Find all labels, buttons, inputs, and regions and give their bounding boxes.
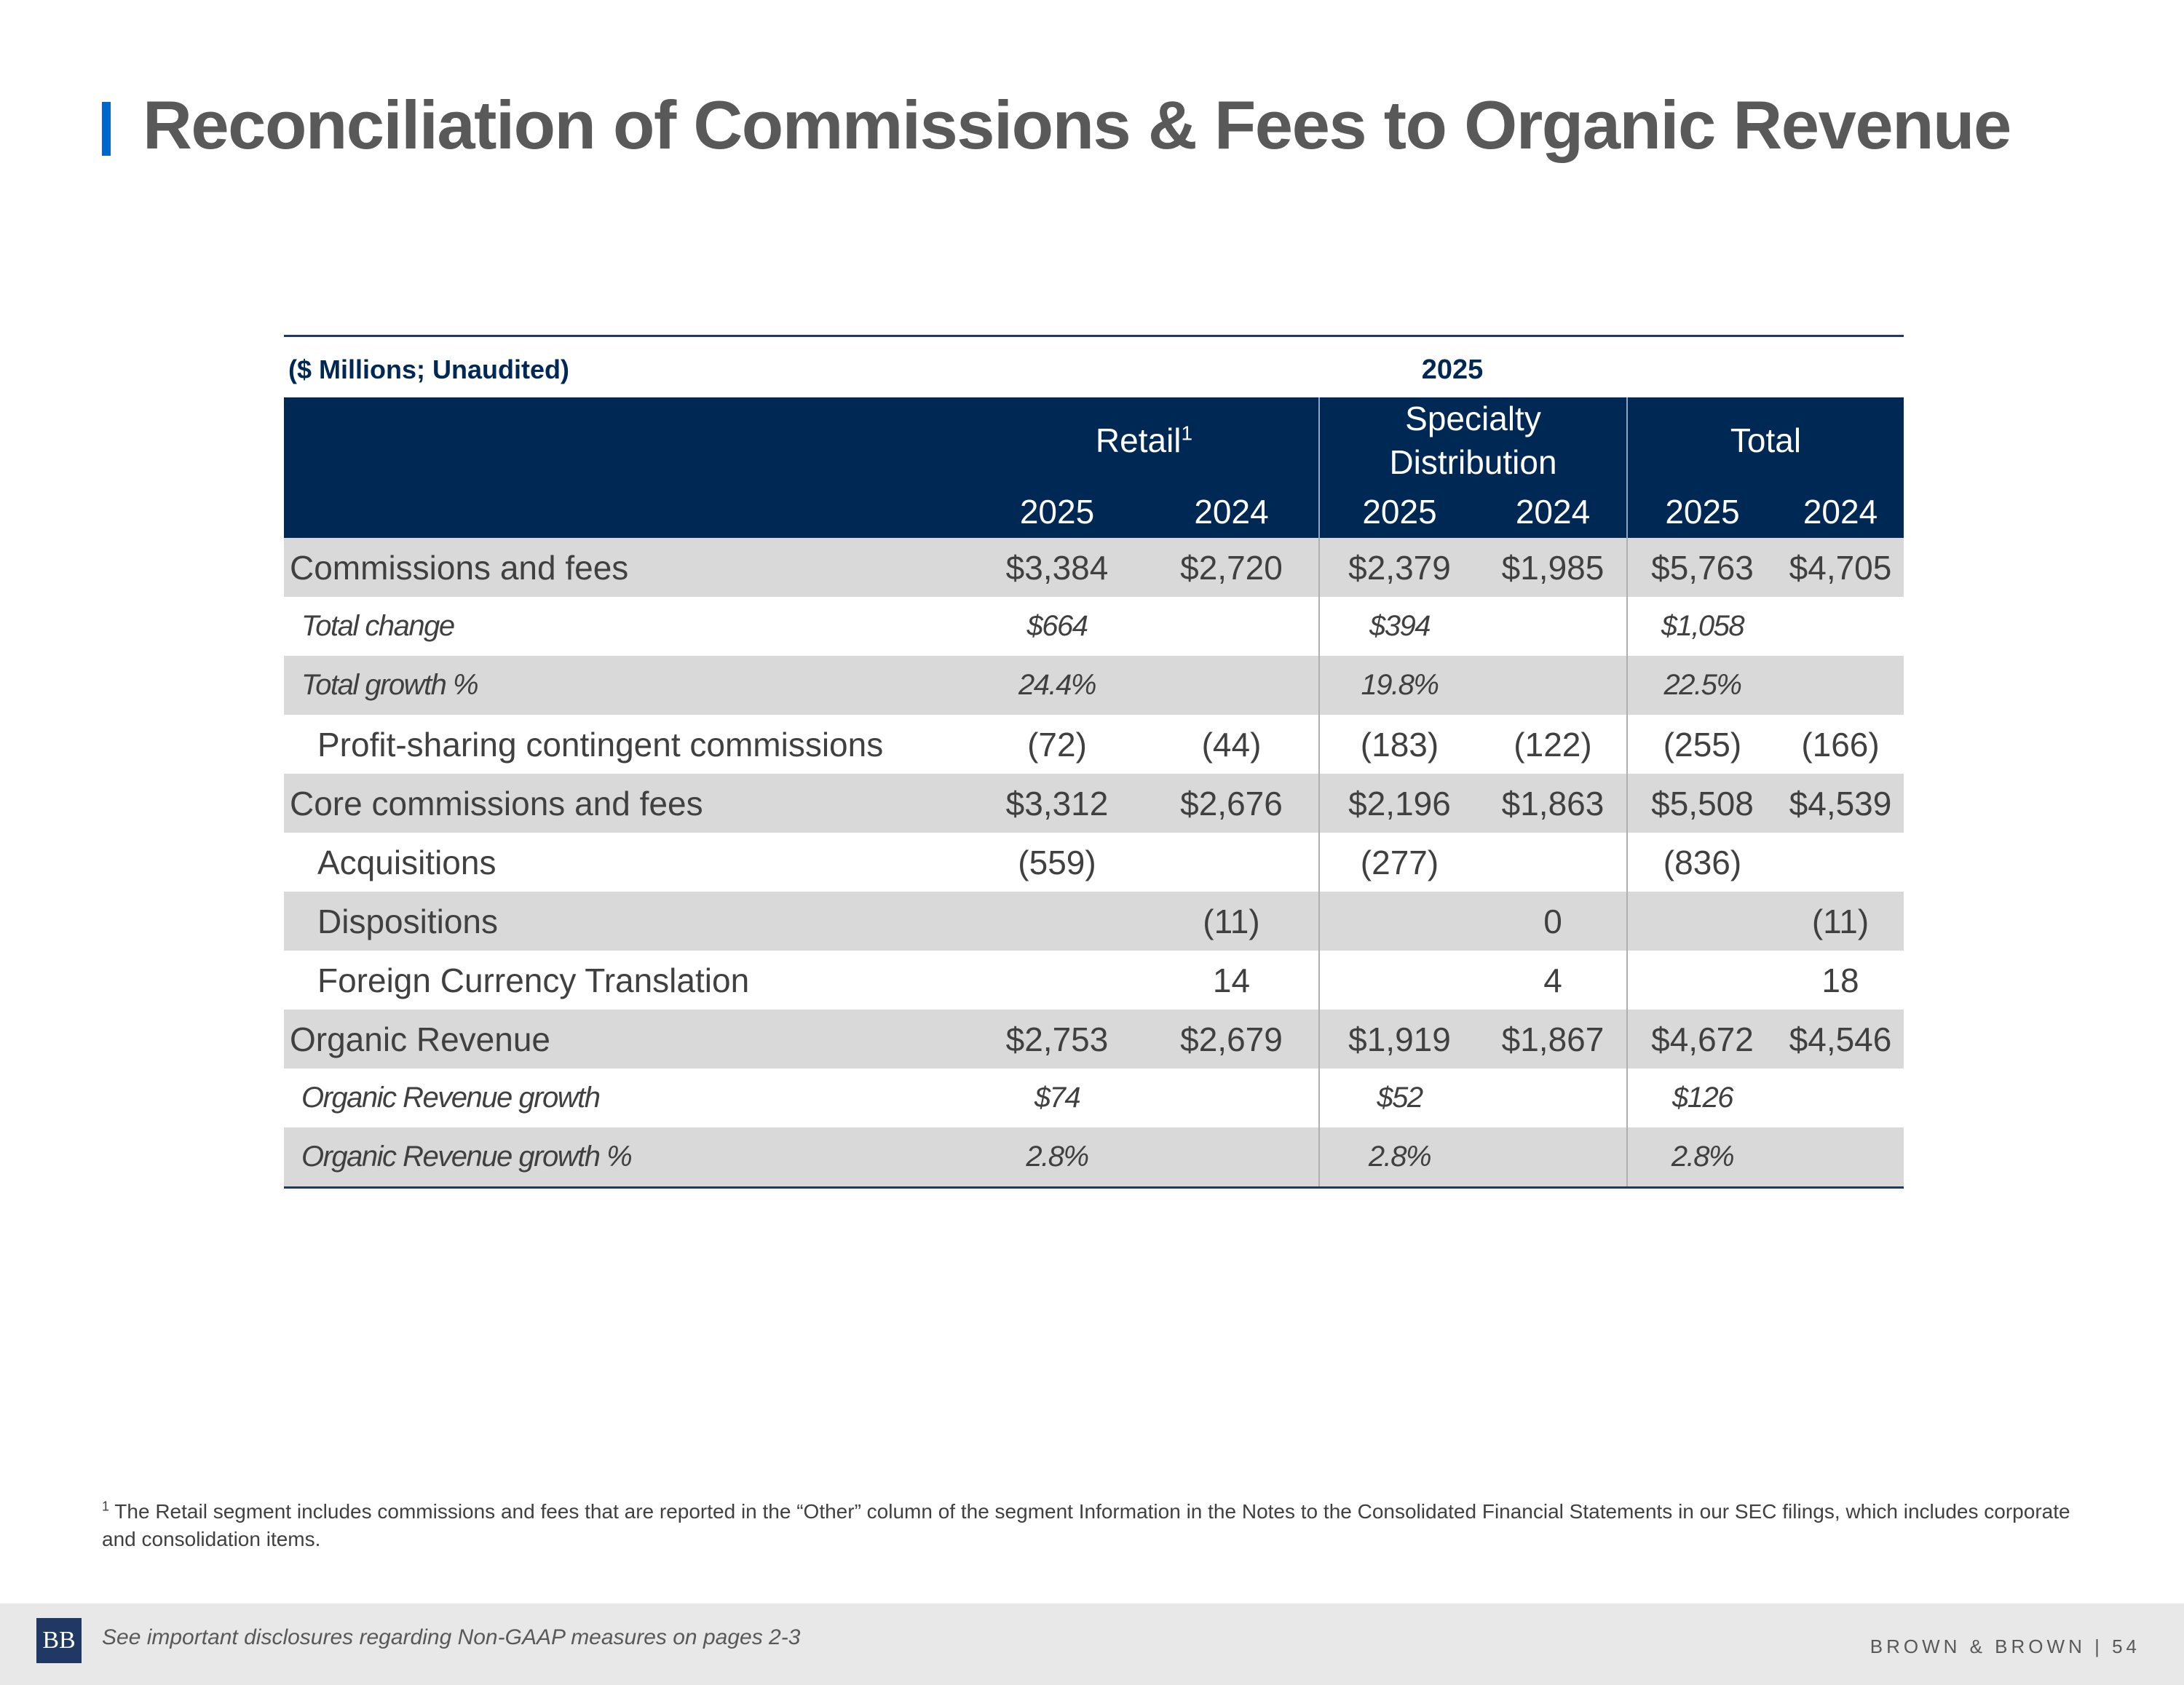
table-row xyxy=(284,1127,1904,1186)
table-row xyxy=(284,656,1904,715)
cell: $3,384 xyxy=(970,538,1144,597)
cell: 24.4% xyxy=(970,656,1144,715)
cell xyxy=(1627,892,1777,951)
cell: 18 xyxy=(1821,961,1859,999)
cell: $664 xyxy=(1026,610,1088,642)
brand-logo: BB xyxy=(36,1618,82,1663)
disclosure-note: See important disclosures regarding Non-GAAP measures on pages 2-3 xyxy=(102,1625,801,1649)
cell xyxy=(1144,656,1319,715)
cell: $3,312 xyxy=(970,774,1144,833)
cell: 19.8% xyxy=(1319,656,1479,715)
page-title: Reconciliation of Commissions & Fees to Organic Revenue xyxy=(143,87,2011,163)
row-label: Foreign Currency Translation xyxy=(317,961,750,999)
cell: $2,196 xyxy=(1319,774,1479,833)
cell: $2,720 xyxy=(1144,538,1319,597)
cell xyxy=(1144,833,1319,892)
group-header-total: Total xyxy=(1627,397,1904,485)
table-row xyxy=(284,833,1904,892)
brand-name: BROWN & BROWN xyxy=(1870,1636,2086,1657)
cell: 4 xyxy=(1543,961,1562,999)
cell xyxy=(1319,892,1479,951)
row-label: Commissions and fees xyxy=(284,538,970,597)
table-row xyxy=(284,1010,1904,1069)
table-row xyxy=(284,715,1904,774)
cell xyxy=(1627,951,1777,1010)
cell xyxy=(1479,656,1627,715)
cell xyxy=(970,951,1144,1010)
footnote xyxy=(102,1498,2082,1553)
cell: $1,863 xyxy=(1479,774,1627,833)
group-header-specialty-distribution: Specialty Distribution xyxy=(1319,397,1627,485)
cell: (183) xyxy=(1319,715,1479,774)
row-label: Organic Revenue growth xyxy=(301,1082,600,1114)
year-header: 2025 xyxy=(1319,485,1479,538)
year-header: 2025 xyxy=(1627,485,1777,538)
table-bottom-rule xyxy=(284,1186,1904,1189)
reconciliation-table xyxy=(284,397,1904,1186)
cell: (44) xyxy=(1201,725,1262,764)
cell xyxy=(1144,597,1319,656)
cell: (11) xyxy=(1144,892,1319,951)
table-row xyxy=(284,774,1904,833)
cell xyxy=(1777,1127,1904,1186)
year-header: 2025 xyxy=(970,485,1144,538)
cell: (559) xyxy=(1018,843,1096,881)
year-label: 2025 xyxy=(1421,354,1484,385)
cell: $2,379 xyxy=(1319,538,1479,597)
row-label: Profit-sharing contingent commissions xyxy=(317,725,884,764)
cell xyxy=(1479,1069,1627,1127)
cell xyxy=(1144,1069,1319,1127)
header-blank xyxy=(284,485,970,538)
cell: $2,753 xyxy=(970,1010,1144,1069)
table-row xyxy=(284,951,1904,1010)
row-label: Dispositions xyxy=(284,892,970,951)
year-header: 2024 xyxy=(1144,485,1319,538)
cell xyxy=(970,892,1144,951)
cell: (277) xyxy=(1319,833,1479,892)
footnote-marker: 1 xyxy=(1181,421,1193,445)
cell: 0 xyxy=(1479,892,1627,951)
cell: $394 xyxy=(1319,597,1479,656)
cell: 14 xyxy=(1212,961,1251,999)
table-row xyxy=(284,1069,1904,1127)
cell: $2,679 xyxy=(1144,1010,1319,1069)
table-row xyxy=(284,538,1904,597)
cell: 2.8% xyxy=(1627,1127,1777,1186)
row-label: Acquisitions xyxy=(317,843,496,881)
page-number: 54 xyxy=(2112,1636,2140,1657)
unit-label: ($ Millions; Unaudited) xyxy=(288,354,569,384)
cell: $1,867 xyxy=(1479,1010,1627,1069)
cell: $4,705 xyxy=(1777,538,1904,597)
cell: $4,672 xyxy=(1627,1010,1777,1069)
cell xyxy=(1144,1127,1319,1186)
cell: 22.5% xyxy=(1627,656,1777,715)
row-label: Organic Revenue growth % xyxy=(284,1127,970,1186)
row-label: Total change xyxy=(301,610,454,642)
cell: (166) xyxy=(1801,725,1880,764)
cell: $5,508 xyxy=(1627,774,1777,833)
cell: (122) xyxy=(1514,725,1592,764)
group-header-row xyxy=(284,397,1904,485)
cell xyxy=(1479,597,1627,656)
cell: (11) xyxy=(1777,892,1904,951)
row-label: Core commissions and fees xyxy=(284,774,970,833)
cell xyxy=(1777,656,1904,715)
cell: $1,919 xyxy=(1319,1010,1479,1069)
row-label: Total growth % xyxy=(284,656,970,715)
cell: $4,539 xyxy=(1777,774,1904,833)
cell: $5,763 xyxy=(1627,538,1777,597)
cell: $1,058 xyxy=(1627,597,1777,656)
cell xyxy=(1319,951,1479,1010)
table-caption-row xyxy=(284,337,1904,397)
cell: $4,546 xyxy=(1777,1010,1904,1069)
footnote-mark: 1 xyxy=(102,1499,110,1514)
group-header-retail: Retail$^1$ xyxy=(970,397,1319,485)
year-header-row xyxy=(284,485,1904,538)
footnote-text: The Retail segment includes commissions and fees that are reported in the “Other” column of the segment Information in the Notes to the Consolidated Financial Statements in our SEC filings, which includes corporate and consolidation items. xyxy=(102,1500,2070,1550)
reconciliation-table-container xyxy=(284,335,1904,1189)
cell: $126 xyxy=(1627,1069,1777,1127)
brand-page-label xyxy=(1870,1636,2140,1658)
year-header: 2024 xyxy=(1479,485,1627,538)
year-header: 2024 xyxy=(1777,485,1904,538)
cell xyxy=(1479,833,1627,892)
table-row xyxy=(284,597,1904,656)
cell xyxy=(1777,833,1904,892)
cell: 2.8% xyxy=(1319,1127,1479,1186)
cell: (255) xyxy=(1627,715,1777,774)
brand-separator: | xyxy=(2094,1636,2103,1657)
table-row xyxy=(284,892,1904,951)
cell: $1,985 xyxy=(1479,538,1627,597)
cell: (72) xyxy=(1027,725,1087,764)
cell xyxy=(1777,1069,1904,1127)
cell: $2,676 xyxy=(1144,774,1319,833)
cell: 2.8% xyxy=(970,1127,1144,1186)
title-accent-bar xyxy=(102,102,111,156)
cell xyxy=(1479,1127,1627,1186)
cell: (836) xyxy=(1627,833,1777,892)
cell xyxy=(1777,597,1904,656)
row-label: Organic Revenue xyxy=(284,1010,970,1069)
page-footer xyxy=(0,1603,2184,1685)
header-blank xyxy=(284,397,970,485)
cell: $52 xyxy=(1319,1069,1479,1127)
cell: $74 xyxy=(1034,1082,1080,1114)
